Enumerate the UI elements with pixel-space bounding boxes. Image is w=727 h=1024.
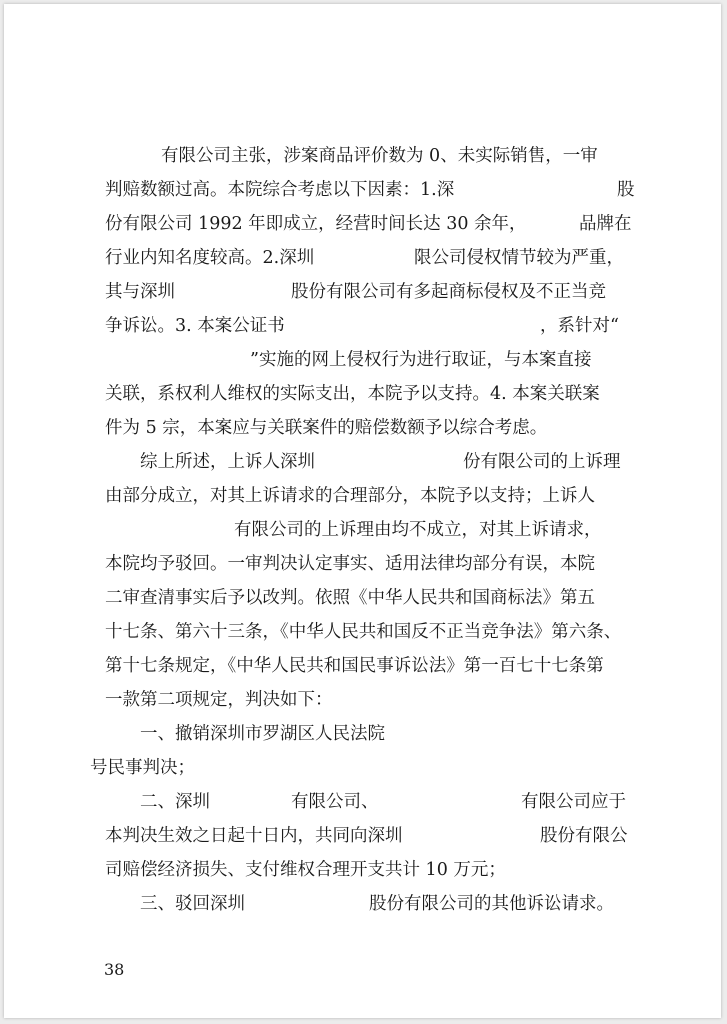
text-segment: ，系针对“: [540, 316, 619, 336]
text-segment: 三、驳回深圳: [140, 894, 245, 914]
text-line: [105, 547, 595, 581]
text-line: [161, 139, 598, 173]
text-line: [105, 819, 403, 853]
text-line: [105, 241, 314, 275]
text-line: [291, 275, 606, 309]
text-segment: 一、撤销深圳市罗湖区人民法院: [140, 724, 385, 744]
text-segment: 股: [617, 180, 635, 200]
text-line: [140, 887, 245, 921]
text-segment: 股份有限公司有多起商标侵权及不正当竞: [291, 282, 606, 302]
text-line: [463, 445, 621, 479]
text-segment: 司赔偿经济损失、支付维权合理开支共计 10 万元；: [105, 860, 506, 880]
text-segment: 件为 5 宗，本案应与关联案件的赔偿数额予以综合考虑。: [105, 418, 548, 438]
text-line: [521, 785, 626, 819]
text-line: [369, 887, 614, 921]
text-line: [105, 173, 454, 207]
text-line: [540, 819, 628, 853]
text-line: [105, 207, 527, 241]
text-line: [579, 207, 632, 241]
text-segment: 十七条、第六十三条，《中华人民共和国反不正当竞争法》第六条、: [105, 622, 622, 642]
text-segment: 二审查清事实后予以改判。依照《中华人民共和国商标法》第五: [105, 588, 595, 608]
text-line: [105, 615, 621, 649]
page-number: 38: [104, 960, 125, 979]
text-segment: 其与深圳: [105, 282, 175, 302]
text-segment: 份有限公司 1992 年即成立，经营时间长达 30 余年，: [105, 214, 527, 234]
text-segment: 争诉讼。3. 本案公证书: [105, 316, 285, 336]
text-segment: 限公司侵权情节较为严重，: [414, 248, 624, 268]
text-line: [250, 343, 591, 377]
text-line: [291, 785, 379, 819]
text-line: [105, 411, 547, 445]
text-segment: 由部分成立，对其上诉请求的合理部分，本院予以支持；上诉人: [105, 486, 595, 506]
text-segment: 本院均予驳回。一审判决认定事实、适用法律均部分有误，本院: [105, 554, 595, 574]
text-line: [414, 241, 624, 275]
text-segment: 股份有限公司的其他诉讼请求。: [369, 894, 614, 914]
text-line: [105, 581, 595, 615]
text-segment: 二、深圳: [140, 792, 210, 812]
text-segment: 有限公司主张，涉案商品评价数为 0、未实际销售，一审: [161, 146, 598, 166]
text-segment: 号民事判决；: [90, 758, 195, 778]
text-segment: ”实施的网上侵权行为进行取证，与本案直接: [250, 350, 592, 370]
text-line: [90, 751, 195, 785]
text-line: [617, 173, 635, 207]
text-line: [234, 513, 602, 547]
text-segment: 本判决生效之日起十日内，共同向深圳: [105, 826, 403, 846]
text-segment: 综上所述，上诉人深圳: [140, 452, 315, 472]
text-segment: 第十七条规定，《中华人民共和国民事诉讼法》第一百七十七条第: [105, 656, 604, 676]
text-segment: 份有限公司的上诉理: [463, 452, 621, 472]
text-segment: 关联，系权利人维权的实际支出，本院予以支持。4. 本案关联案: [105, 384, 600, 404]
text-segment: 一款第二项规定，判决如下：: [105, 690, 333, 710]
text-line: [105, 377, 600, 411]
text-segment: 行业内知名度较高。2.深圳: [105, 248, 315, 268]
text-segment: 判赔数额过高。本院综合考虑以下因素：1.深: [105, 180, 455, 200]
text-line: [105, 479, 595, 513]
text-segment: 股份有限公: [540, 826, 628, 846]
text-line: [105, 309, 285, 343]
text-segment: 有限公司的上诉理由均不成立，对其上诉请求，: [234, 520, 602, 540]
text-line: [105, 275, 175, 309]
text-line: [140, 445, 315, 479]
text-line: [105, 649, 604, 683]
text-line: [140, 717, 385, 751]
text-segment: 有限公司、: [291, 792, 379, 812]
text-segment: 品牌在: [579, 214, 632, 234]
text-line: [105, 683, 333, 717]
document-page: [4, 4, 721, 1018]
text-line: [140, 785, 210, 819]
text-segment: 有限公司应于: [521, 792, 626, 812]
text-line: [540, 309, 619, 343]
text-line: [105, 853, 506, 887]
